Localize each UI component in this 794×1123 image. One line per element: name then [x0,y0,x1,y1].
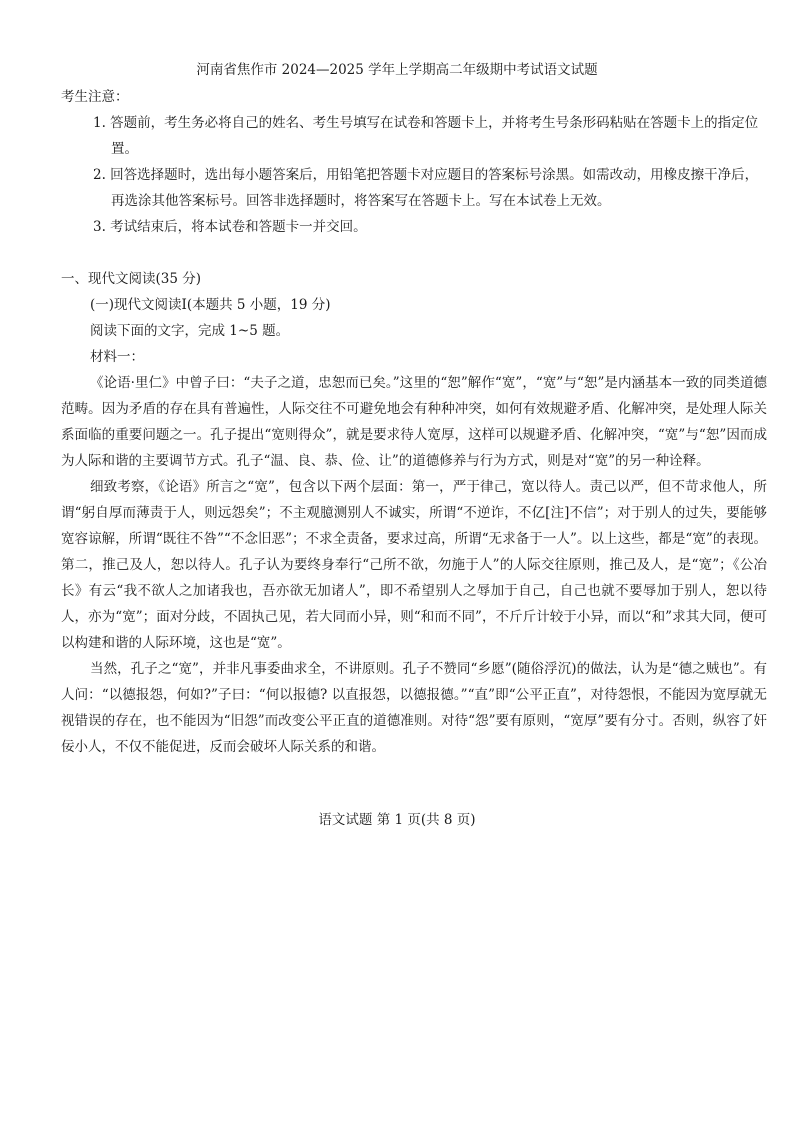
page-footer: 语文试题 第 1 页(共 8 页) [318,812,476,828]
notice-heading: 考生注意： [61,89,129,105]
exam-body [61,84,767,760]
material-paragraph-3: 当然，孔子之“宽”，并非凡事委曲求全，不讲原则。孔子不赞同“乡愿”(随俗浮沉)的做法，认为是“德之贼也”。有人问：“以德报怨，何如?”子曰：“何以报德? 以直报怨，以德报德。”“直”即“公平正直”，对待怨恨，不能因为宽厚就无视错误的存在，也不能因为“旧怨”而改变公平正直的道德准则。对待“怨”要有原则，“宽厚”要有分寸。否则，纵容了奸佞小人，不仅不能促进，反而会破坏人际关系的和谐。 [61,661,767,755]
material-paragraph-1: 《论语·里仁》中曾子曰：“夫子之道，忠恕而已矣。”这里的“恕”解作“宽”，“宽”与“恕”是内涵基本一致的同类道德范畴。因为矛盾的存在具有普遍性，人际交往不可避免地会有种种冲突，如何有效规避矛盾、化解冲突，是处理人际关系面临的重要问题之一。孔子提出“宽则得众”，就是要求待人宽厚，这样可以规避矛盾、化解冲突，“宽”与“恕”因而成为人际和谐的主要调节方式。孔子“温、良、恭、俭、让”的道德修养与行为方式，则是对“宽”的另一种诠释。 [61,375,767,469]
section-heading: 一、现代文阅读(35 分) [61,271,202,287]
notice-item-2: 2. 回答选择题时，选出每小题答案后，用铅笔把答题卡对应题目的答案标号涂黑。如需改动，用橡皮擦干净后，再选涂其他答案标号。回答非选择题时，将答案写在答题卡上。写在本试卷上无效。 [93,167,759,209]
material-paragraph-2: 细致考察，《论语》所言之“宽”，包含以下两个层面：第一，严于律己，宽以待人。责己以严，但不苛求他人，所谓“躬自厚而薄责于人，则远怨矣”；不主观臆测别人不诚实，所谓“不逆诈，不亿[注]不信”；对于别人的过失，要能够宽容谅解，所谓“既往不咎”“不念旧恶”；不求全责备，要求过高，所谓“无求备于一人”。以上这些，都是“宽”的表现。第二，推己及人，恕以待人。孔子认为要终身奉行“己所不欲，勿施于人”的人际交往原则，推己及人，是“宽”；《公冶长》有云“我不欲人之加诸我也，吾亦欲无加诸人”，即不希望别人之辱加于自己，自己也就不要辱加于别人，恕以待人，亦为“宽”；面对分歧，不固执己见，若大同而小异，则“和而不同”，不斤斤计较于小异，而以“和”求其大同，便可以构建和谐的人际环境，这也是“宽”。 [61,479,767,651]
material-label: 材料一： [90,349,144,365]
spacer [61,240,767,266]
notice-item-1: 1. 答题前，考生务必将自己的姓名、考生号填写在试卷和答题卡上，并将考生号条形码粘贴在答题卡上的指定位置。 [93,115,759,157]
sub-section-heading: (一)现代文阅读Ⅰ(本题共 5 小题，19 分) [90,297,331,313]
reading-instruction: 阅读下面的文字，完成 1~5 题。 [90,323,290,339]
notice-item-3: 3. 考试结束后，将本试卷和答题卡一并交回。 [93,219,367,235]
exam-title: 河南省焦作市 2024—2025 学年上学期高二年级期中考试语文试题 [196,62,598,78]
